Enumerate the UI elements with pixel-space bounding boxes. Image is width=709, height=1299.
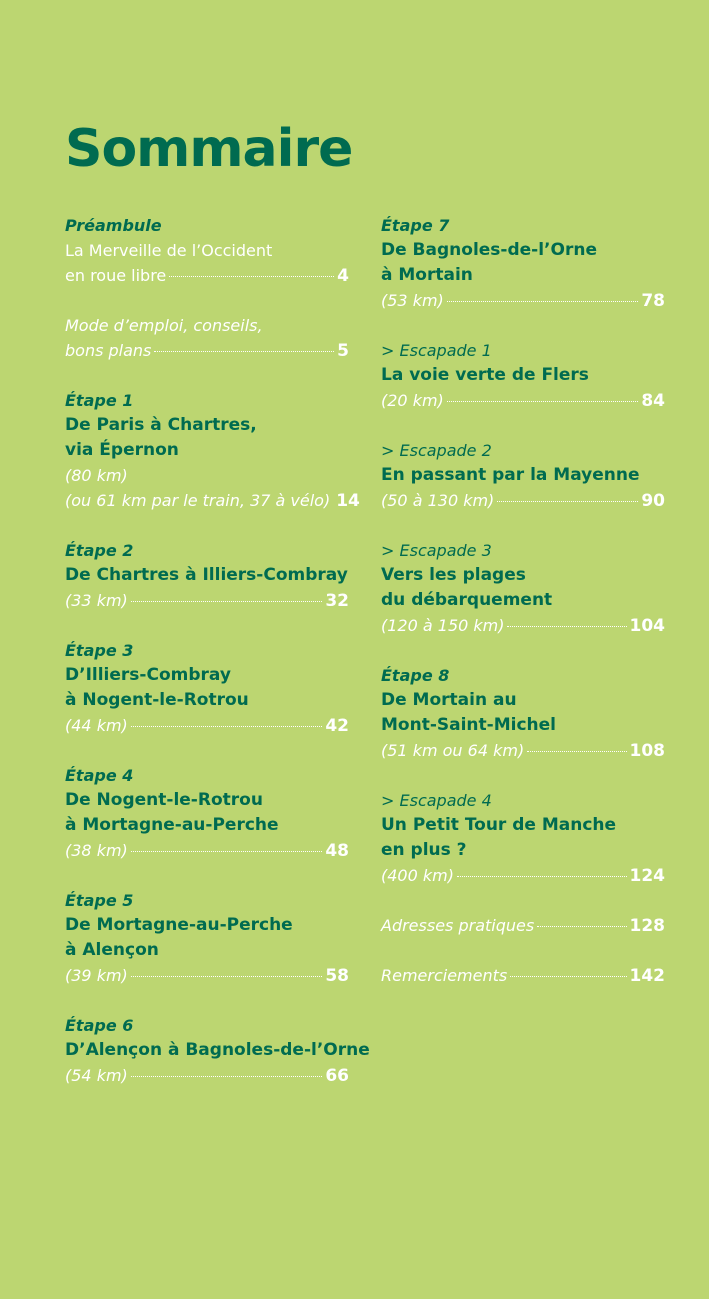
entry-label: Étape 4 [65,766,134,785]
entry-title-line: à Mortagne-au-Perche [65,815,279,835]
entry-title-line: à Mortain [381,265,473,285]
entry-title: Remerciements [381,966,508,985]
entry-page-row [65,588,349,613]
toc-entry[interactable] [65,213,349,288]
page-number: 32 [325,591,349,611]
entry-page-row [65,963,349,988]
page-number: 90 [641,491,665,511]
toc-entry[interactable] [65,763,349,863]
entry-page-row [381,288,665,313]
entry-distance: (33 km) [65,591,128,610]
entry-title-line: D’Illiers-Combray [65,665,231,685]
dotted-leader [527,750,626,752]
entry-distance: (20 km) [381,391,444,410]
entry-title-line: Vers les plages [381,565,526,585]
entry-distance: en roue libre [65,266,167,285]
entry-title-line: De Mortagne-au-Perche [65,915,293,935]
toc-entry[interactable] [381,963,665,988]
entry-label: Étape 5 [65,891,134,910]
entry-page-row [65,263,349,288]
dotted-leader [154,350,334,352]
entry-distance: (38 km) [65,841,128,860]
entry-title-line: De Bagnoles-de-l’Orne [381,240,597,260]
page-number: 142 [629,966,665,986]
toc-entry[interactable] [381,538,665,638]
toc-column-right [381,213,665,1013]
entry-page-row [65,713,349,738]
entry-distance: (120 à 150 km) [381,616,505,635]
entry-distance: (51 km ou 64 km) [381,741,525,760]
page-number: 108 [629,741,665,761]
entry-distance: (50 à 130 km) [381,491,495,510]
dotted-leader [510,975,626,977]
entry-page-row [381,388,665,413]
toc-entry[interactable] [381,213,665,313]
toc-entry[interactable] [65,538,349,613]
entry-label: Étape 2 [65,541,134,560]
entry-label: > Escapade 1 [381,341,492,360]
entry-title-line: à Alençon [65,940,159,960]
entry-title-line: La voie verte de Flers [381,365,589,385]
entry-title-line: Mode d’emploi, conseils, [65,316,263,335]
entry-title-line: D’Alençon à Bagnoles-de-l’Orne [65,1040,370,1060]
entry-title-line: De Paris à Chartres, [65,415,257,435]
entry-distance: (44 km) [65,716,128,735]
page-number: 104 [629,616,665,636]
page-number: 14 [336,491,360,511]
toc-entry[interactable] [65,1013,370,1088]
dotted-leader [131,1075,323,1077]
entry-title-line: via Épernon [65,440,179,460]
dotted-leader [169,275,334,277]
entry-label: Étape 1 [65,391,134,410]
toc-column-left [65,213,370,1113]
toc-entry[interactable] [381,663,665,763]
entry-page-row [381,488,665,513]
entry-title-line: La Merveille de l’Occident [65,241,273,260]
toc-entry[interactable] [65,888,349,988]
toc-entry[interactable] [381,438,665,513]
entry-page-row [381,738,665,763]
entry-label: > Escapade 3 [381,541,492,560]
page-number: 48 [325,841,349,861]
entry-distance: (39 km) [65,966,128,985]
entry-distance: (ou 61 km par le train, 37 à vélo) [65,491,331,510]
entry-page-row [381,913,665,938]
page-number: 124 [629,866,665,886]
dotted-leader [457,875,627,877]
page-number: 78 [641,291,665,311]
entry-page-row [65,1063,349,1088]
toc-entry[interactable] [65,638,349,738]
toc-entry[interactable] [381,788,665,888]
page-number: 66 [325,1066,349,1086]
page-title: Sommaire [65,119,353,179]
entry-title-line: En passant par la Mayenne [381,465,640,485]
entry-title-line: en plus ? [381,840,467,860]
dotted-leader [497,500,638,502]
toc-entry[interactable] [381,338,665,413]
entry-title-line: Un Petit Tour de Manche [381,815,617,835]
dotted-leader [447,300,639,302]
dotted-leader [131,600,323,602]
entry-title-line: du débarquement [381,590,553,610]
entry-label: > Escapade 2 [381,441,492,460]
entry-page-row [65,338,349,363]
page-number: 128 [629,916,665,936]
entry-distance: (53 km) [381,291,444,310]
dotted-leader [507,625,626,627]
toc-entry[interactable] [65,313,349,363]
entry-page-row [381,863,665,888]
entry-distance: (400 km) [381,866,454,885]
toc-entry[interactable] [65,388,360,513]
toc-entry[interactable] [381,913,665,938]
entry-title-line: Mont-Saint-Michel [381,715,556,735]
entry-label: Étape 6 [65,1016,134,1035]
entry-distance: (80 km) [65,466,128,485]
entry-page-row [381,613,665,638]
dotted-leader [131,975,323,977]
page-number: 58 [325,966,349,986]
entry-title: Adresses pratiques [381,916,535,935]
dotted-leader [537,925,626,927]
entry-distance: (54 km) [65,1066,128,1085]
entry-title-line: De Mortain au [381,690,517,710]
page-number: 84 [641,391,665,411]
page-number: 4 [337,266,349,286]
page-number: 5 [337,341,349,361]
entry-label: Étape 3 [65,641,134,660]
entry-page-row [65,838,349,863]
dotted-leader [131,850,323,852]
entry-title-line: De Chartres à Illiers-Combray [65,565,348,585]
dotted-leader [131,725,323,727]
entry-label: Étape 8 [381,666,450,685]
entry-label: Préambule [65,216,162,235]
entry-title-line: à Nogent-le-Rotrou [65,690,249,710]
entry-page-row [381,963,665,988]
entry-label: Étape 7 [381,216,450,235]
entry-page-row [65,488,360,513]
page-number: 42 [325,716,349,736]
entry-distance: bons plans [65,341,152,360]
entry-label: > Escapade 4 [381,791,492,810]
dotted-leader [447,400,639,402]
entry-title-line: De Nogent-le-Rotrou [65,790,263,810]
